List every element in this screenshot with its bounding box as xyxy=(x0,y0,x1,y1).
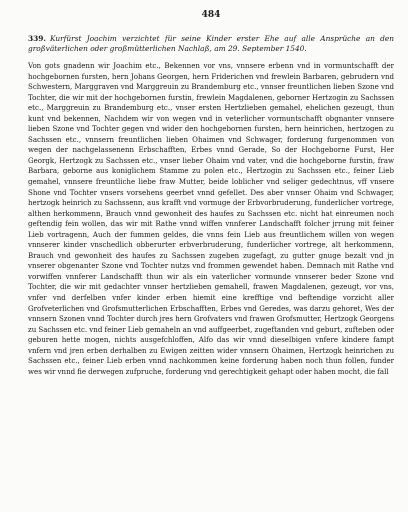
document-body: Von gots gnadenn wir Joachim etc., Bekennen vor vns, vnnsere erbenn vnd in vormuntschafft der hochgebornen fursten, hern Johans Georgen, hern Friderichen vnd frewlein Barbaren, gebrudern vnd Schwestern, Marggraven vnd Marggreuin zu Brandemburg etc., vnnser freuntlichen lieben Szone vnd Tochter, die wir mit der hochgebornen furstin, frewlein Magdalenen, geborner Hertzogin zu Sachssen etc., Marggreuin zu Brandemburg etc., vnser ersten Hertzlieben gemahel, ehelichen gezeugt, thun kunt vnd bekennen, Nachdem wir von wegen vnd in veterlicher vormuntschafft obgnanter vnnsere lieben Szone vnd Tochter gegen vnd wider den hochgebornen fursten, hern heinrichen, hertzogen zu Sachssen etc., vnnsern freuntlichen lieben Ohaimen vnd Schwager, forderung furgenommen von wegen der nachgelassenenn Erbschafften, Erbes vnnd Gerade, So der Hochgeborne Furst, Her Georgk, Hertzogk zu Sachssen etc., vnser lieber Ohaim vnd vater, vnd die hochgeborne furstin, fraw Barbara, geborne aus koniglichem Stamme zu polen etc., Hertzogin zu Sachssen etc., feiner Lieb gemahel, vnnsere freuntliche liebe fraw Mutter, beide loblicher vnd seliger gedechtnus, vff vnsere Shone vnd Tochter vnsers vorsehens geerbet vnnd gefellet. Des aber vnnser Ohaim vnd Schwager, hertzogk heinrich zu Sachssenn, aus krafft vnd vormuge der Erbvorbruderung, funderlicher vortrege, althen herkommenn, Brauch vnnd gewonheit des haufes zu Sachssen etc. nicht hat einreumen noch geftendig fein wollen, das wir mit Rathe vnnd wiffen vnnferer Landschafft folcher jrrung mit feiner Lieb vortragenn, Auch der fummen geldes, die vnns fein Lieb aus freuntlichem willen von wegen vnnserer kinder vnschedlich obberurter erbverbruderung, funderlicher vortrege, alt herkommenn, Brauch vnd gewonheit des haufes zu Sachssen zugeben zugefagt, zu gutter gnuge bezalt vnd jn vnserer obgenanter Szone vnd Tochter nutzs vnd frommen gewendet haben. Demnach mit Rathe vnd vorwiffen vnnferer Landschafft thun wir als ein vaterlicher vormunde vnnserer beder Szone vnd Tochter, die wir mit gedachter vnnser hertzlieben gemahell, frawen Magdalenen, gezeugt, vor vns, vnfer vnd derfelben vnfer kinder erben hiemit eine krefftige vnd beftendige vorzicht aller Grofveterlichen vnd Grofsmutterlichen Erbschafften, Erbes vnd Geredes, was darzu gehoret, Wes der vnnsern Szonen vnnd Tochter durch jres hern Grofvaters vnd frawen Grofsmutter, Hertzogk Georgens zu Sachssen etc. vnd feiner Lieb gemaheln an vnd auffgeerbet, zugeftanden vnd geburt, zufteben oder geburen hette mogen, nichts ausgefchloffen, Alfo das wir vnnd dieselbigen vnfere kindere fampt vnfern vnd jren erben derhalben zu Ewigen zeitten wider vnnsern Ohaimen, Hertzogk heinrichen zu Sachssen etc., feiner Lieb erben vnnd nachkommen keine forderung haben noch thun follen, funder wes wir vnnd fie derwegen zufpruche, forderung vnd gerechtigkeit gehapt oder haben mocht, die fall xyxy=(28,61,394,376)
document-heading xyxy=(28,34,394,54)
page-number: 484 xyxy=(201,10,221,20)
entry-title: Kurfürst Joachim verzichtet für seine Kinder erster Ehe auf alle Ansprüche an den großväterlichen oder großmütterlichen Nachlaß, am 29. September 1540. xyxy=(28,34,394,53)
entry-number: 339. xyxy=(28,34,47,43)
